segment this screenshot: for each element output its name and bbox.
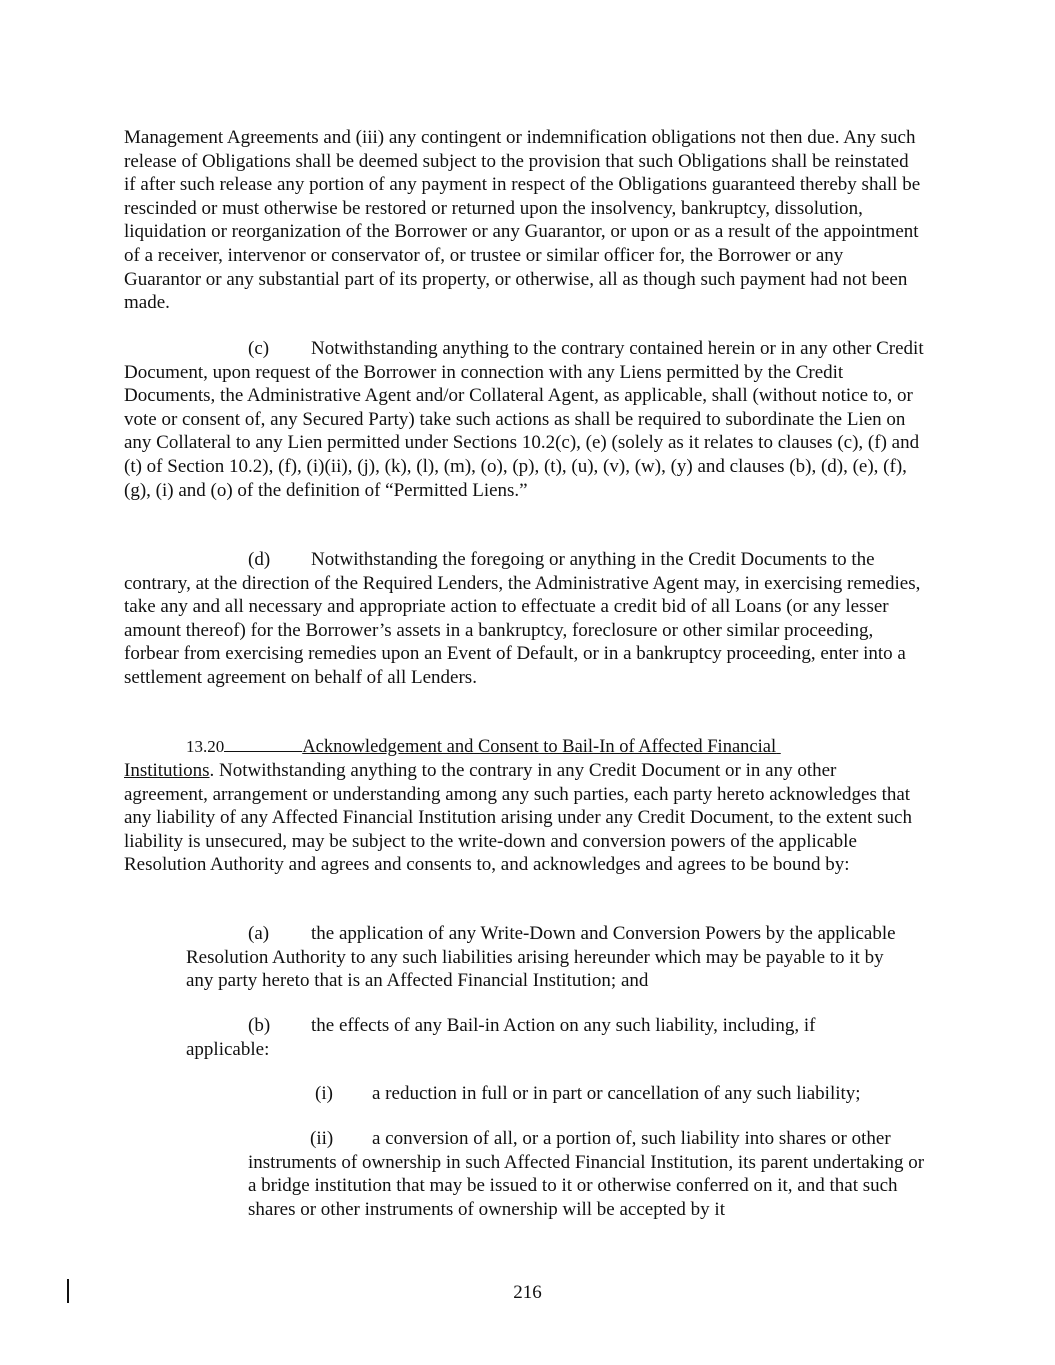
section-heading-line2: Institutions <box>124 760 210 781</box>
item-a <box>186 922 906 993</box>
paragraph-continuation-text: Management Agreements and (iii) any contingent or indemnification obligations not then due. Any such release of Obligations shall be deemed subject to the provision that such Obligations shall be reinstated if after such release any portion of any payment in respect of the Obligations guaranteed thereby shall be rescinded or must otherwise be restored or returned upon the insolvency, bankruptcy, dissolution, liquidation or reorganization of the Borrower or any Guarantor, or upon or as a result of the appointment of a receiver, intervenor or conservator of, or trustee or similar officer for, the Borrower or any Guarantor or any substantial part of its property, or otherwise, all as though such payment had not been made. <box>124 127 921 314</box>
section-heading-line1: Acknowledgement and Consent to Bail-In of Affected Financial <box>302 737 777 757</box>
paragraph-d <box>124 548 924 690</box>
item-a-text: the application of any Write-Down and Conversion Powers by the applicable Resolution Authority to any such liabilities arising hereunder which may be payable to it by any party hereto that is an Affected Financial Institution; and <box>186 923 896 992</box>
item-i-text: a reduction in full or in part or cancellation of any such liability; <box>372 1083 861 1104</box>
section-13-20-heading <box>186 735 886 760</box>
section-number: 13.20 <box>186 737 225 756</box>
item-i-label: (i) <box>315 1083 333 1104</box>
item-ii-label: (ii) <box>310 1128 334 1149</box>
paragraph-d-text: Notwithstanding the foregoing or anything in the Credit Documents to the contrary, at the direction of the Required Lenders, the Administrative Agent may, in exercising remedies, take any and all necessary and appropriate action to effectuate a credit bid of all Loans (or any lesser amount thereof) for the Borrower’s assets in a bankruptcy, foreclosure or other similar proceeding, forbear from exercising remedies upon an Event of Default, or in a bankruptcy proceeding, enter into a settlement agreement on behalf of all Lenders. <box>124 549 921 688</box>
item-b <box>186 1014 866 1061</box>
item-b-label: (b) <box>248 1015 271 1036</box>
section-13-20-body <box>124 759 924 877</box>
item-i <box>248 1082 928 1106</box>
item-b-text: the effects of any Bail-in Action on any such liability, including, if applicable: <box>186 1015 816 1060</box>
paragraph-continuation <box>124 126 924 315</box>
section-13-20-text: . Notwithstanding anything to the contrary in any Credit Document or in any other agreement, arrangement or understanding among any such parties, each party hereto acknowledges that any liability of any Affected Financial Institution arising under any Credit Document, to the extent such liability is unsecured, may be subject to the write-down and conversion powers of the applicable Resolution Authority and agrees and consents to, and acknowledges and agrees to be bound by: <box>124 760 912 876</box>
item-ii-text: a conversion of all, or a portion of, such liability into shares or other instruments of ownership in such Affected Financial Institution, its parent undertaking or a bridge institution that may be issued to it or otherwise conferred on it, and that such shares or other instruments of ownership will be accepted by it <box>248 1128 925 1220</box>
paragraph-d-label: (d) <box>248 549 271 570</box>
item-a-label: (a) <box>248 923 270 944</box>
page-number: 216 <box>513 1282 542 1303</box>
item-ii <box>248 1127 928 1221</box>
paragraph-c-label: (c) <box>248 338 270 359</box>
paragraph-c <box>124 337 924 502</box>
heading-underline-gap <box>224 750 302 752</box>
paragraph-c-text: Notwithstanding anything to the contrary contained herein or in any other Credit Document, upon request of the Borrower in connection with any Liens permitted by the Credit Documents, the Administrative Agent and/or Collateral Agent, as applicable, shall (without notice to, or vote or consent of, any Secured Party) take such actions as shall be required to subordinate the Lien on any Collateral to any Lien permitted under Sections 10.2(c), (e) (solely as it relates to clauses (c), (f) and (t) of Section 10.2), (f), (i)(ii), (j), (k), (l), (m), (o), (p), (t), (u), (v), (w), (y) and clauses (b), (d), (e), (f), (g), (i) and (o) of the definition of “Permitted Liens.” <box>124 338 924 501</box>
